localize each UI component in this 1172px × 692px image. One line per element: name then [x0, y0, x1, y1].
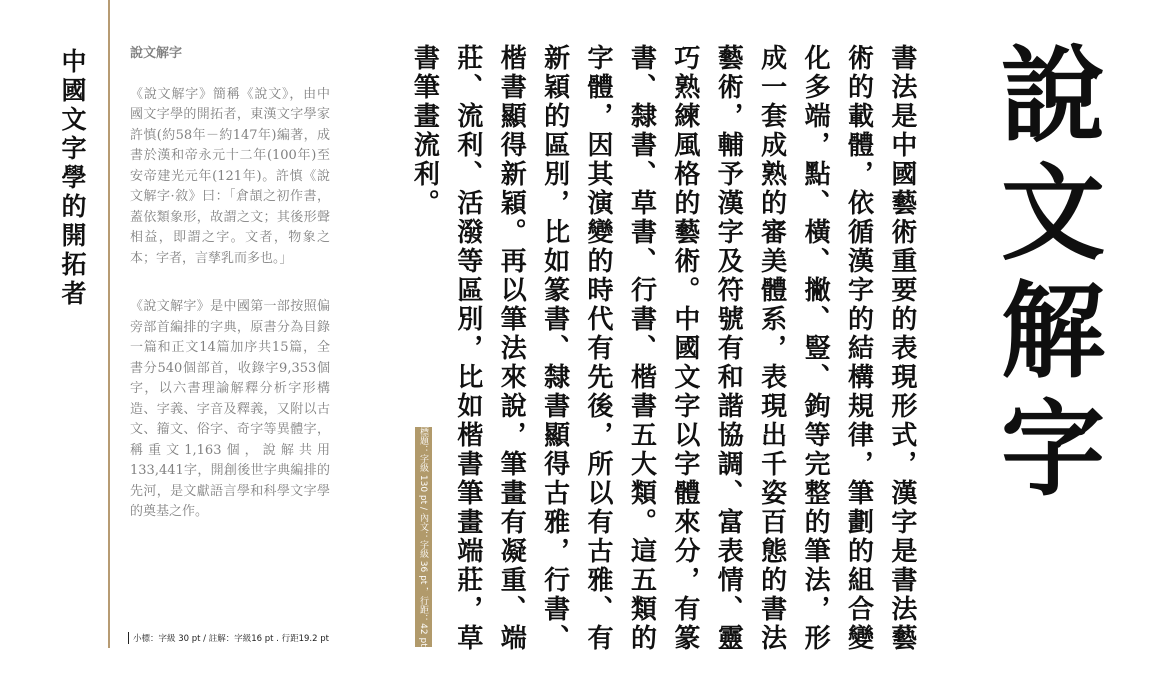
type-spec-tag: 標題：字級 130 pt / 內文：字級 36 pt ，行距：42 pt	[415, 427, 432, 647]
left-vertical-title: 中國文字學的開拓者	[58, 48, 87, 309]
vertical-divider-line	[108, 0, 110, 648]
caption-column	[130, 44, 330, 551]
caption-paragraph-1: 《說文解字》簡稱《說文》，由中國文字學的開拓者，東漢文字學家許慎(約58年－約147年)編著，成書於漢和帝永元十二年(100年)至安帝建光元年(121年)。許慎《說文解字·敘》曰：「倉頡之初作書，蓋依類象形，故謂之文；其後形聲相益，即謂之字。文者，物象之本；字者，言孳乳而多也。」	[130, 86, 330, 266]
small-type-spec-note: 小標：字級 30 pt / 註解：字級16 pt . 行距19.2 pt	[128, 632, 329, 644]
caption-paragraph-2: 《說文解字》是中國第一部按照偏旁部首編排的字典，原書分為目錄一篇和正文14篇加序共15篇，全書分540個部首，收錄字9,353個字，以六書理論解釋分析字形構造、字義、字音及釋義，又附以古文、籀文、俗字、奇字等異體字，稱重文1,163個，說解共用133,441字，開創後世字典編排的先河，是文獻語言學和科學文字學的奠基之作。	[130, 299, 330, 519]
caption-heading: 說文解字	[130, 46, 183, 61]
main-vertical-body-text: 書法是中國藝術重要的表現形式，漢字是書法藝術的載體，依循漢字的結構規律，筆劃的組合變化多端，點、橫、撇、豎、鉤等完整的筆法，形成一套成熟的審美體系，表現出千姿百態的書法藝術，輔予漢字及符號有和諧協調、富表情、靈巧熟練風格的藝術。中國文字以字體來分，有篆書、隸書、草書、行書、楷書五大類。這五類的字體，因其演變的時代有先後，所以有古雅、有新穎的區別，比如篆書、隸書顯得古雅，行書、楷書顯得新穎。再以筆法來說，筆畫有凝重、端莊、流利、活潑等區別，比如楷書筆畫端莊，草書筆畫流利。	[409, 44, 917, 653]
display-title: 說文解字	[983, 40, 1106, 512]
